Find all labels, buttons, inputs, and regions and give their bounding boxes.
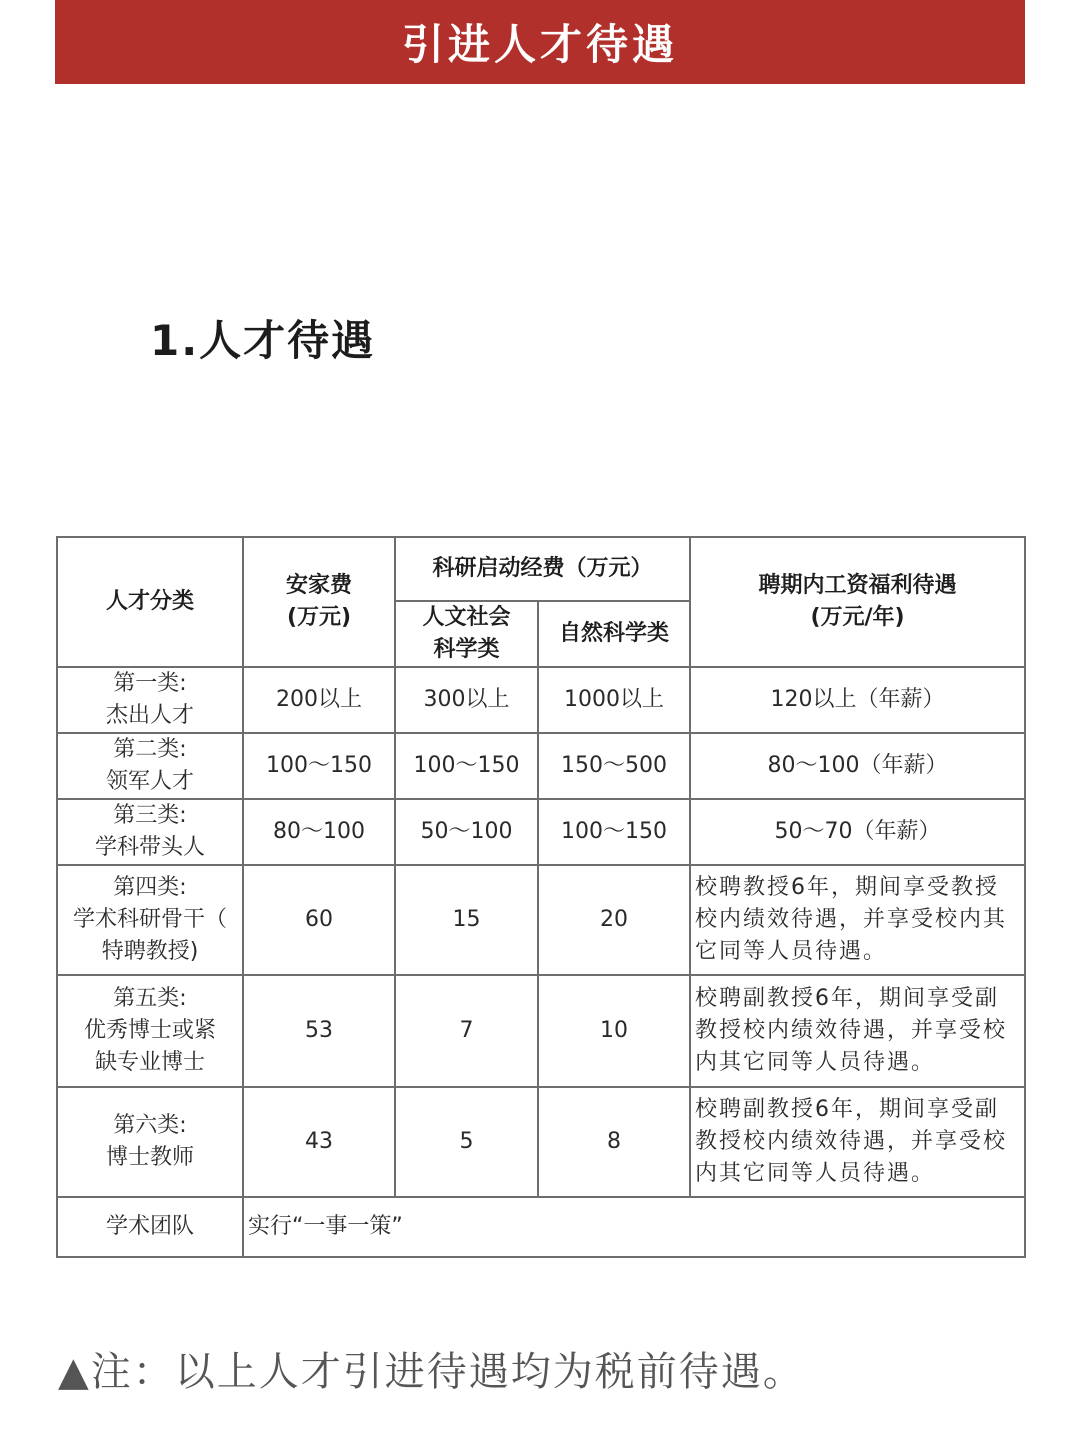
category-line: 第六类: bbox=[113, 1113, 187, 1138]
humanities-cell: 5 bbox=[395, 1087, 538, 1197]
humanities-cell: 15 bbox=[395, 865, 538, 975]
header-category: 人才分类 bbox=[57, 537, 243, 667]
table-row bbox=[57, 865, 1025, 975]
category-line: 博士教师 bbox=[105, 1145, 194, 1170]
salary-cell: 50～70（年薪） bbox=[690, 799, 1025, 865]
humanities-cell: 300以上 bbox=[395, 667, 538, 733]
category-line: 领军人才 bbox=[105, 769, 194, 794]
header-research: 科研启动经费（万元） bbox=[395, 537, 690, 601]
natural-cell: 20 bbox=[538, 865, 690, 975]
team-category-cell: 学术团队 bbox=[57, 1197, 243, 1257]
salary-cell: 120以上（年薪） bbox=[690, 667, 1025, 733]
table-row bbox=[57, 733, 1025, 799]
housing-cell: 80～100 bbox=[243, 799, 395, 865]
humanities-cell: 100～150 bbox=[395, 733, 538, 799]
natural-cell: 8 bbox=[538, 1087, 690, 1197]
natural-cell: 150～500 bbox=[538, 733, 690, 799]
table-row bbox=[57, 1197, 1025, 1257]
category-line: 缺专业博士 bbox=[94, 1050, 205, 1075]
table-row bbox=[57, 975, 1025, 1087]
natural-cell: 10 bbox=[538, 975, 690, 1087]
category-line: 第五类: bbox=[113, 986, 187, 1011]
header-salary: 聘期内工资福利待遇 (万元/年) bbox=[690, 537, 1025, 667]
salary-cell: 校聘副教授6年，期间享受副教授校内绩效待遇，并享受校内其它同等人员待遇。 bbox=[690, 975, 1025, 1087]
category-line: 特聘教授) bbox=[101, 939, 199, 964]
table-row bbox=[57, 799, 1025, 865]
table-row bbox=[57, 1087, 1025, 1197]
footnote: ▲注：以上人才引进待遇均为税前待遇。 bbox=[58, 1349, 805, 1395]
salary-cell: 校聘副教授6年，期间享受副教授校内绩效待遇，并享受校内其它同等人员待遇。 bbox=[690, 1087, 1025, 1197]
housing-cell: 60 bbox=[243, 865, 395, 975]
humanities-cell: 7 bbox=[395, 975, 538, 1087]
category-cell bbox=[57, 667, 243, 733]
category-line: 学科带头人 bbox=[94, 835, 205, 860]
section-title: 1.人才待遇 bbox=[150, 316, 376, 365]
housing-cell: 43 bbox=[243, 1087, 395, 1197]
talent-treatment-table bbox=[56, 536, 1026, 1258]
table-row bbox=[57, 667, 1025, 733]
team-policy-cell: 实行“一事一策” bbox=[243, 1197, 1025, 1257]
housing-cell: 200以上 bbox=[243, 667, 395, 733]
category-line: 第三类: bbox=[113, 803, 187, 828]
category-line: 第四类: bbox=[113, 875, 187, 900]
category-line: 杰出人才 bbox=[105, 703, 194, 728]
natural-cell: 100～150 bbox=[538, 799, 690, 865]
header-humanities: 人文社会 科学类 bbox=[395, 601, 538, 667]
category-cell bbox=[57, 865, 243, 975]
salary-cell: 80～100（年薪） bbox=[690, 733, 1025, 799]
header-banner bbox=[55, 0, 1025, 84]
housing-cell: 53 bbox=[243, 975, 395, 1087]
category-cell bbox=[57, 1087, 243, 1197]
category-line: 学术科研骨干（ bbox=[72, 907, 227, 932]
salary-cell: 校聘教授6年，期间享受教授校内绩效待遇，并享受校内其它同等人员待遇。 bbox=[690, 865, 1025, 975]
header-housing: 安家费 (万元) bbox=[243, 537, 395, 667]
category-cell bbox=[57, 799, 243, 865]
natural-cell: 1000以上 bbox=[538, 667, 690, 733]
header-natural: 自然科学类 bbox=[538, 601, 690, 667]
banner-title: 引进人才待遇 bbox=[401, 20, 678, 69]
category-cell bbox=[57, 733, 243, 799]
category-cell bbox=[57, 975, 243, 1087]
humanities-cell: 50～100 bbox=[395, 799, 538, 865]
category-line: 第二类: bbox=[113, 737, 187, 762]
category-line: 优秀博士或紧 bbox=[83, 1018, 216, 1043]
category-line: 第一类: bbox=[113, 671, 187, 696]
housing-cell: 100～150 bbox=[243, 733, 395, 799]
